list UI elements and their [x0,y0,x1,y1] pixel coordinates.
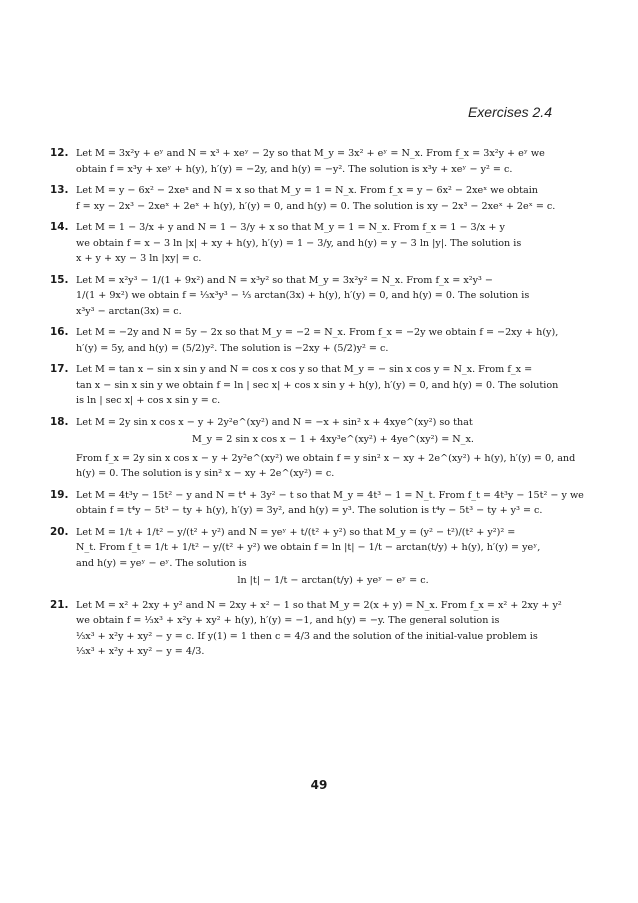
exercise-19 [50,488,590,519]
text-line: 1/(1 + 9x²) we obtain f = ⅓x³y³ − ⅓ arctan(3x) + h(y), h′(y) = 0, and h(y) = 0. The solution is [76,290,530,301]
exercise-number: 20. [50,525,69,538]
text-line: Let M = tan x − sin x sin y and N = cos x cos y so that M_y = − sin x cos y = N_x. From f_x = [76,364,533,375]
exercise-number: 12. [50,147,69,159]
exercise-text [76,273,590,320]
text-line: is ln | sec x| + cos x sin y = c. [76,395,221,406]
text-line: f = xy − 2x³ − 2xeˣ + 2eˣ + h(y), h′(y) = 0, and h(y) = 0. The solution is xy − 2x³ − 2xeˣ + 2eˣ = c. [76,200,556,212]
exercise-text [76,146,590,177]
exercise-text [76,415,590,482]
text-line: obtain f = t⁴y − 5t³ − ty + h(y), h′(y) = 3y², and h(y) = y³. The solution is t⁴y − 5t³ − ty + y³ = c. [76,505,543,516]
text-line: x + y + xy − 3 ln |xy| = c. [76,253,202,264]
exercise-12 [50,146,590,177]
exercise-text [76,488,590,519]
exercise-14 [50,220,590,267]
exercise-15 [50,273,590,320]
exercise-text [76,183,590,214]
text-line: and h(y) = yeʸ − eʸ. The solution is [76,557,247,569]
text-line: Let M = x²y³ − 1/(1 + 9x²) and N = x³y² so that M_y = 3x²y² = N_x. From f_x = x²y³ − [76,274,493,286]
text-line: ⅓x³ + x²y + xy² − y = c. If y(1) = 1 then c = 4/3 and the solution of the initial-value problem is [76,630,538,642]
page-number: 49 [310,778,328,792]
exercise-number: 13. [50,184,69,196]
exercise-number: 16. [50,326,69,338]
text-line: tan x − sin x sin y we obtain f = ln | sec x| + cos x sin y + h(y), h′(y) = 0, and h(y) = 0. The solution [76,379,559,391]
text-line: Let M = 1/t + 1/t² − y/(t² + y²) and N = yeʸ + t/(t² + y²) so that M_y = (y² − t²)/(t² + y²)² = [76,526,516,538]
text-line: From f_x = 2y sin x cos x − y + 2y²e^(xy²) we obtain f = y sin² x − xy + 2e^(xy²) + h(y), h′(y) = 0, and [76,452,576,464]
text-line: N_t. From f_t = 1/t + 1/t² − y/(t² + y²) we obtain f = ln |t| − 1/t − arctan(t/y) + h(y), h′(y) = yeʸ, [76,542,541,553]
text-line: Let M = 2y sin x cos x − y + 2y²e^(xy²) and N = −x + sin² x + 4xye^(xy²) so that [76,416,473,428]
section-header: Exercises 2.4 [467,104,552,120]
exercise-text [76,525,590,592]
exercise-number: 19. [50,488,69,501]
exercise-number: 21. [50,598,69,611]
text-line: x³y³ − arctan(3x) = c. [76,305,182,317]
exercise-17 [50,362,590,409]
display-equation: M_y = 2 sin x cos x − 1 + 4xy³e^(xy²) + 4ye^(xy²) = N_x. [192,434,474,445]
text-line: obtain f = x³y + xeʸ + h(y), h′(y) = −2y, and h(y) = −y². The solution is x³y + xeʸ − y² = c. [76,163,513,175]
exercise-16 [50,325,590,356]
exercise-18 [50,415,590,482]
display-equation: ln |t| − 1/t − arctan(t/y) + yeʸ − eʸ = c. [237,575,429,586]
exercise-number: 15. [50,273,69,286]
exercise-text [76,325,590,356]
exercise-list [50,146,590,666]
text-line: Let M = x² + 2xy + y² and N = 2xy + x² − 1 so that M_y = 2(x + y) = N_x. From f_x = x² + 2xy + y² [76,599,562,611]
text-line: we obtain f = x − 3 ln |x| + xy + h(y), h′(y) = 1 − 3/y, and h(y) = y − 3 ln |y|. The solution is [76,237,522,249]
text-line: h′(y) = 5y, and h(y) = (5/2)y². The solution is −2xy + (5/2)y² = c. [76,342,389,354]
text-line: Let M = −2y and N = 5y − 2x so that M_y = −2 = N_x. From f_x = −2y we obtain f = −2xy + h(y), [76,327,559,338]
exercise-20 [50,525,590,592]
exercise-21 [50,598,590,660]
exercise-text [76,362,590,409]
text-line: Let M = 4t³y − 15t² − y and N = t⁴ + 3y² − t so that M_y = 4t³ − 1 = N_t. From f_t = 4t³y − 15t² − y we [76,489,584,501]
exercise-text [76,220,590,267]
exercise-number: 18. [50,415,69,428]
text-line: Let M = 3x²y + eʸ and N = x³ + xeʸ − 2y so that M_y = 3x² + eʸ = N_x. From f_x = 3x²y + eʸ we [76,148,545,159]
text-line: we obtain f = ⅓x³ + x²y + xy² + h(y), h′(y) = −1, and h(y) = −y. The general solution is [76,615,500,626]
exercise-text [76,598,590,660]
exercise-number: 14. [50,221,69,233]
text-line: Let M = 1 − 3/x + y and N = 1 − 3/y + x so that M_y = 1 = N_x. From f_x = 1 − 3/x + y [76,222,505,233]
exercise-number: 17. [50,363,69,375]
text-line: Let M = y − 6x² − 2xeˣ and N = x so that M_y = 1 = N_x. From f_x = y − 6x² − 2xeˣ we obtain [76,185,538,196]
text-line: h(y) = 0. The solution is y sin² x − xy + 2e^(xy²) = c. [76,468,335,479]
text-line: ⅓x³ + x²y + xy² − y = 4/3. [76,646,205,657]
exercise-13 [50,183,590,214]
